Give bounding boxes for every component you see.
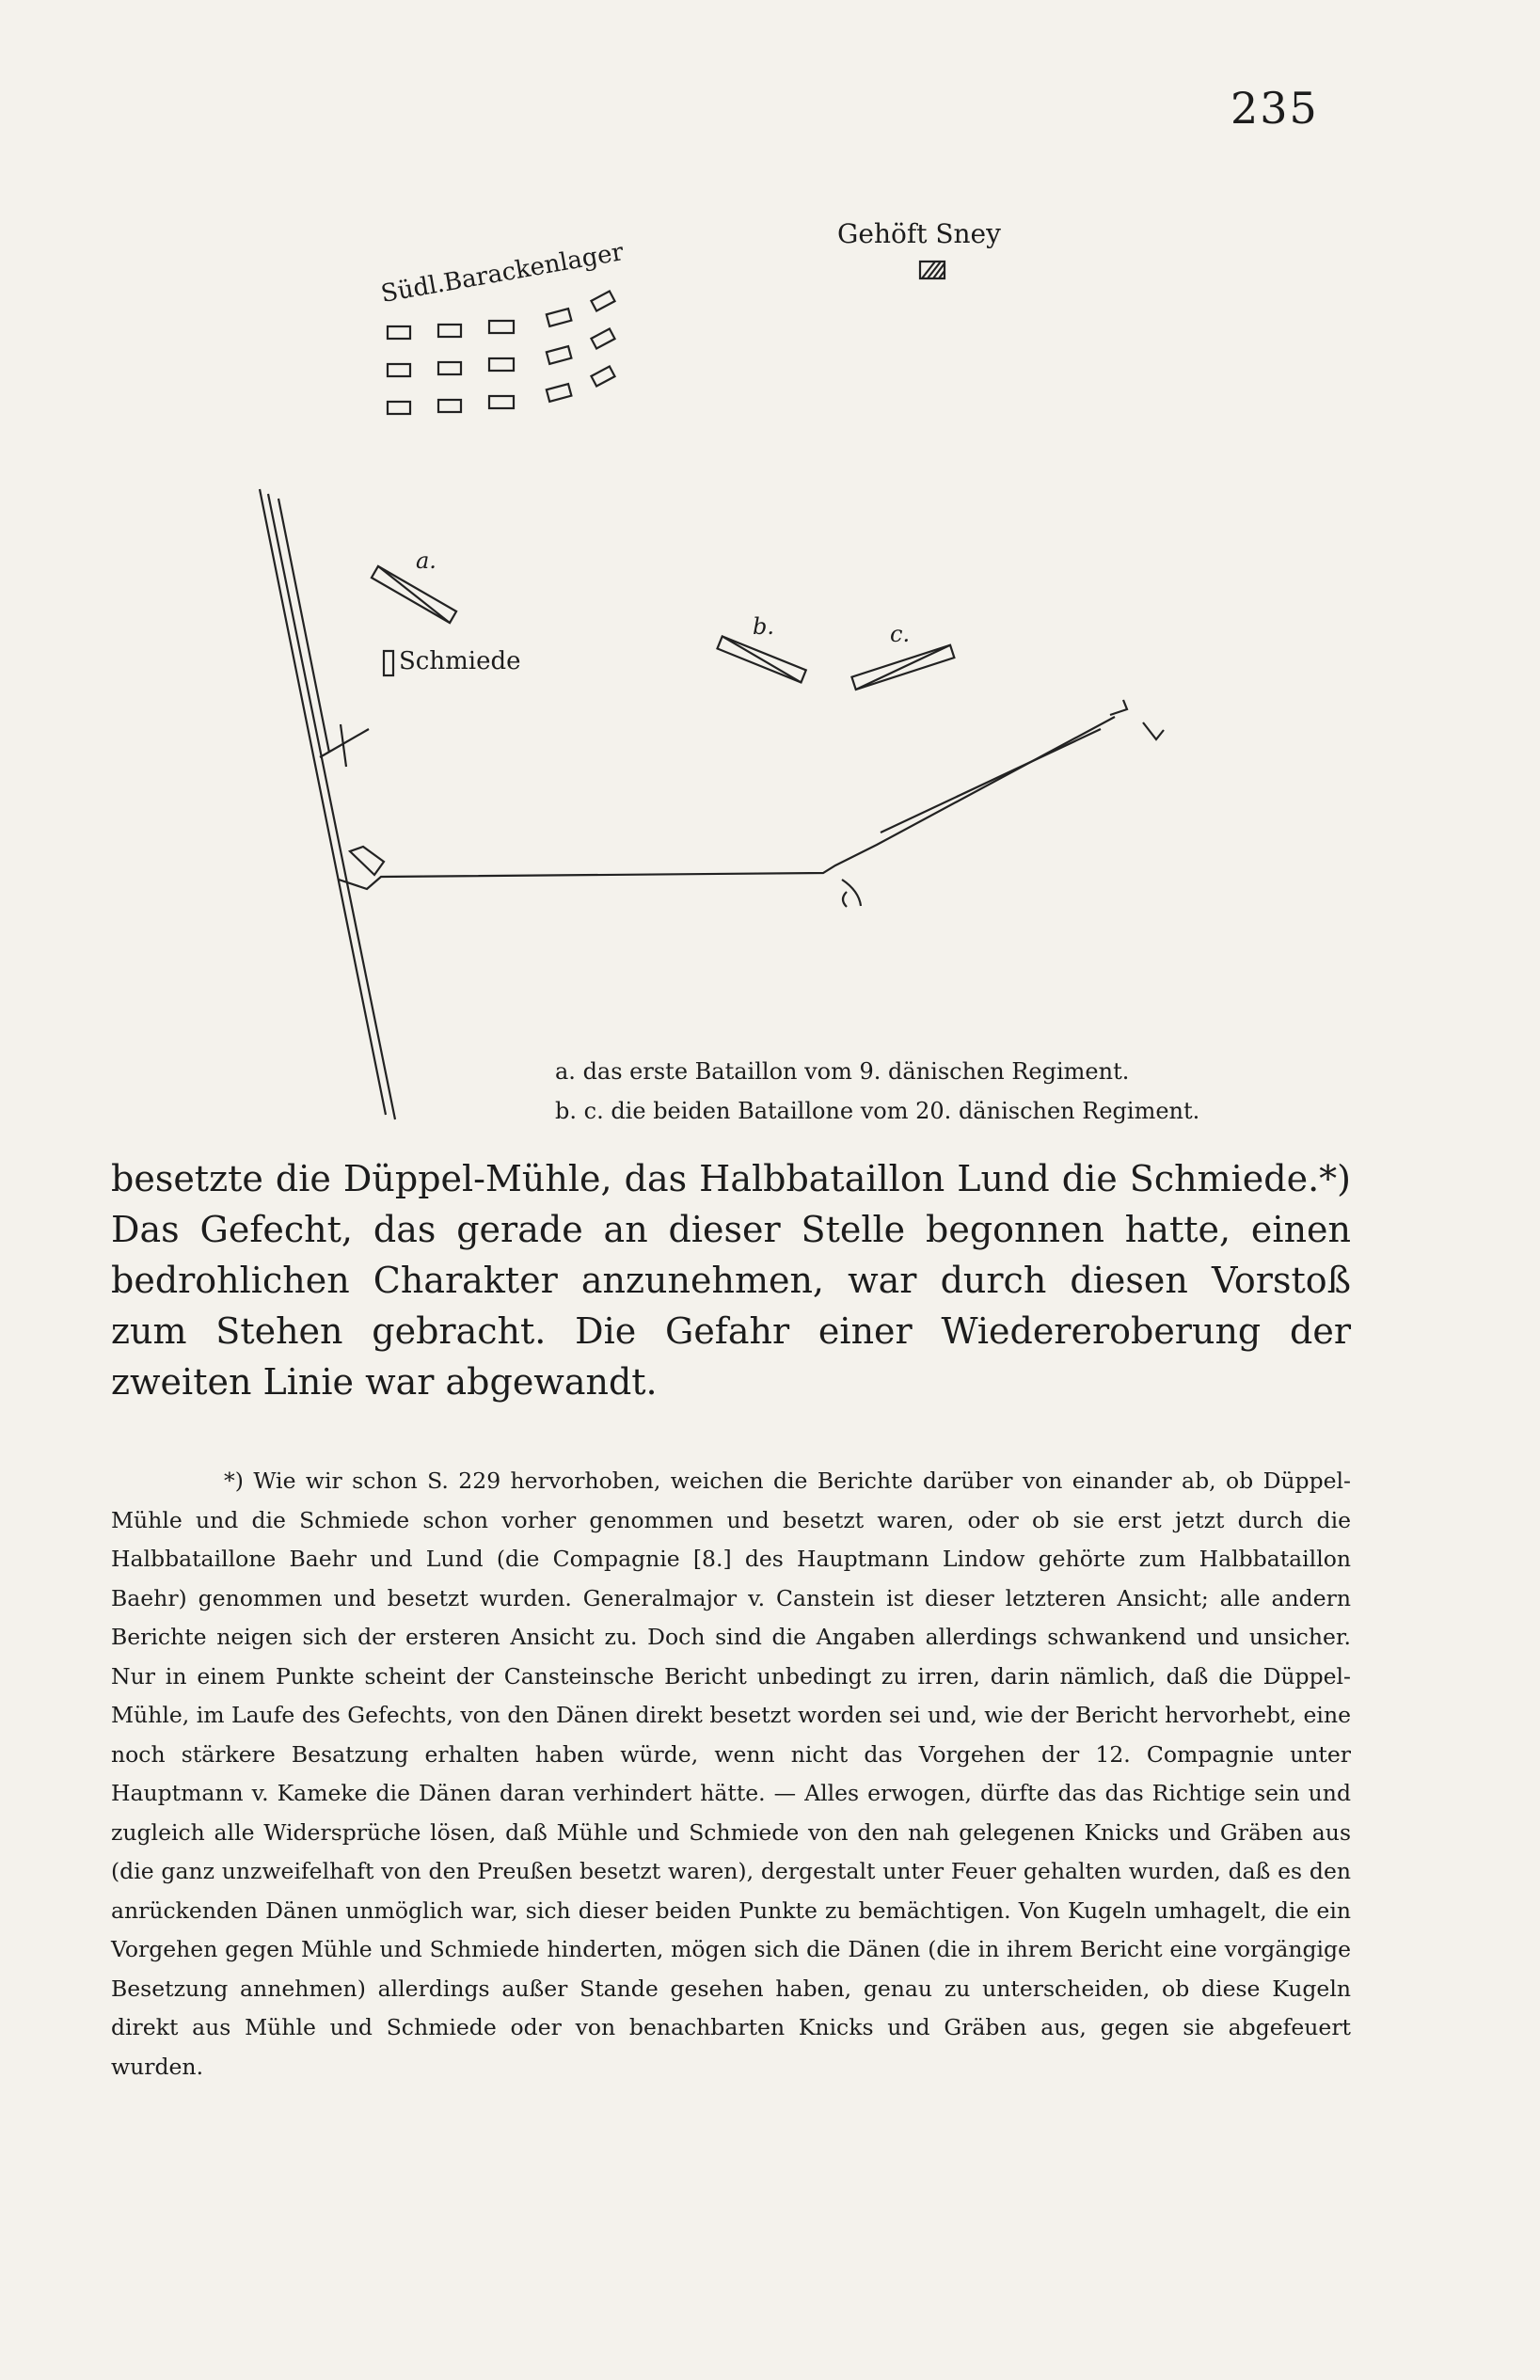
- label-c: c.: [890, 621, 911, 647]
- legend-item-bc: b. c. die beiden Bataillone vom 20. dänischen Regiment.: [555, 1098, 1200, 1124]
- barracks-row-2: [388, 329, 615, 376]
- gehoeft-building: [920, 262, 945, 278]
- page-number: 235: [1230, 83, 1319, 134]
- battalion-b: [717, 636, 805, 682]
- marker-c-hook: [843, 892, 847, 907]
- label-schmiede: Schmiede: [399, 647, 521, 675]
- label-a: a.: [416, 547, 437, 574]
- label-gehoeft: Gehöft Sney: [837, 218, 1001, 249]
- main-paragraph: [111, 1153, 1351, 1407]
- footnote-text: *) Wie wir schon S. 229 hervorhoben, weichen die Berichte darüber von einander ab, ob Düppel-Mühle und die Schmiede schon vorher genommen und besetzt waren, oder ob sie erst jetzt durch die Halbbataillone Baehr und Lund (die Compagnie [8.] des Hauptmann Lindow gehörte zum Halbbataillon Baehr) genommen und besetzt wurden. Generalmajor v. Canstein ist dieser letzteren Ansicht; alle andern Berichte neigen sich der ersteren Ansicht zu. Doch sind die Angaben allerdings schwankend und unsicher. Nur in einem Punkte scheint der Cansteinsche Bericht unbedingt zu irren, darin nämlich, daß die Düppel-Mühle, im Laufe des Gefechts, von den Dänen direkt besetzt worden sei und, wie der Bericht hervorhebt, eine noch stärkere Besatzung erhalten haben würde, wenn nicht das Vorgehen der 12. Compagnie unter Hauptmann v. Kameke die Dänen daran verhindert hätte. — Alles erwogen, dürfte das das Richtige sein und zugleich alle Widersprüche lösen, daß Mühle und Schmiede von den nah gelegenen Knicks und Gräben aus (die ganz unzweifelhaft von den Preußen besetzt waren), dergestalt unter Feuer gehalten wurden, daß es den anrückenden Dänen unmöglich war, sich dieser beiden Punkte zu bemächtigen. Von Kugeln umhagelt, die ein Vorgehen gegen Mühle und Schmiede hinderten, mögen sich die Dänen (die in ihrem Bericht eine vorgängige Besetzung annehmen) allerdings außer Stande gesehen haben, genau zu unterscheiden, ob diese Kugeln direkt aus Mühle und Schmiede oder von benachbarten Knicks und Gräben aus, gegen sie abgefeuert wurden.: [111, 1468, 1351, 2080]
- marker-right: [1143, 722, 1164, 739]
- marker-right-hook: [1110, 700, 1127, 715]
- road-line-1: [260, 489, 386, 1115]
- battalion-c: [851, 645, 954, 690]
- road-line-2: [268, 494, 395, 1119]
- battle-sketch-map: [0, 0, 1540, 1157]
- legend-item-a: a. das erste Bataillon vom 9. dänischen Regiment.: [555, 1058, 1130, 1085]
- schmiede-building: [384, 651, 393, 675]
- main-paragraph-text: besetzte die Düppel-Mühle, das Halbbataillon Lund die Schmiede.*) Das Gefecht, das gerade an dieser Stelle begonnen hatte, einen bedrohlichen Charakter anzunehmen, war durch diesen Vorstoß zum Stehen gebracht. Die Gefahr einer Wiedereroberung der zweiten Linie war abgewandt.: [111, 1158, 1351, 1403]
- trench-line: [339, 717, 1115, 889]
- trench-line-2: [881, 729, 1101, 833]
- label-barackenlager: Südl.Barackenlager: [378, 238, 627, 309]
- marker-left: [350, 847, 384, 875]
- barracks-row-3: [388, 367, 615, 414]
- battalion-a: [372, 566, 456, 623]
- footnote: [111, 1462, 1351, 2086]
- label-b: b.: [753, 613, 774, 640]
- map-legend: [555, 1052, 1199, 1131]
